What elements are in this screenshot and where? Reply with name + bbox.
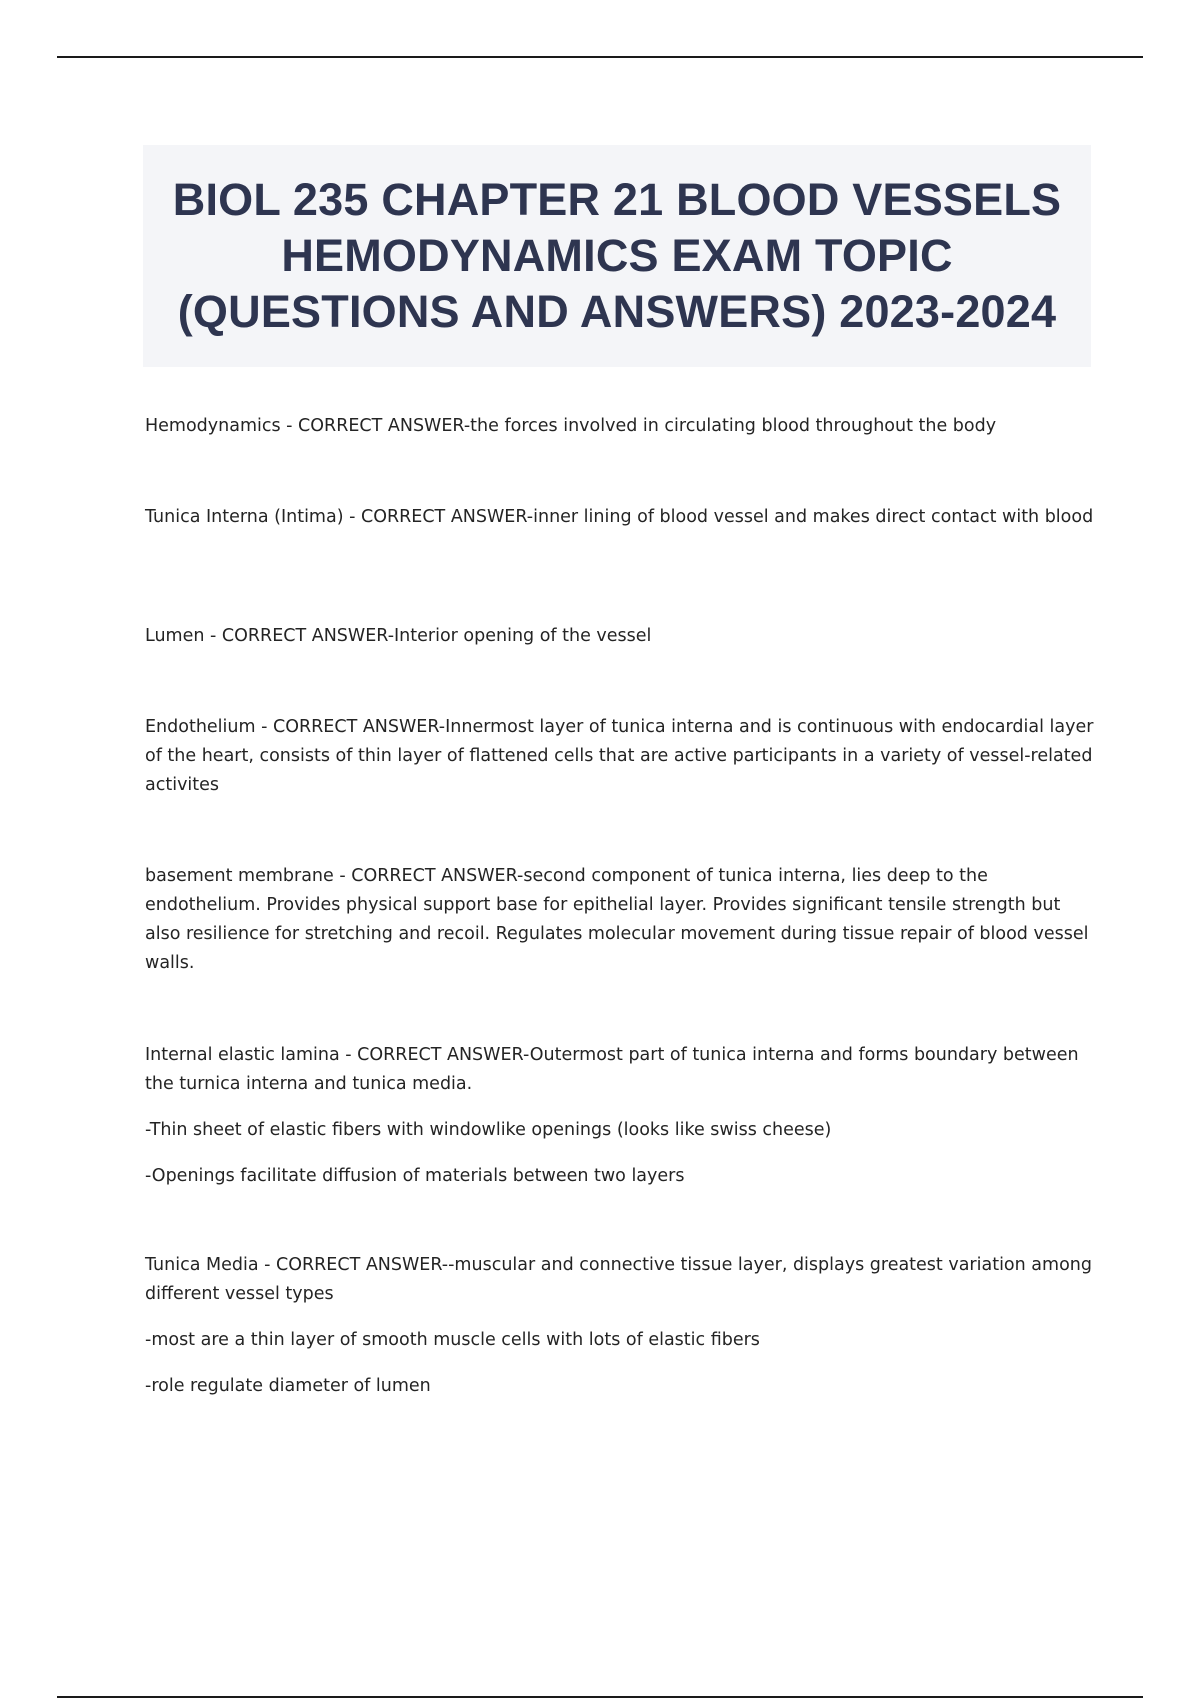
qa-entry-tunica-media <box>145 1251 1095 1401</box>
qa-entry-basement-membrane <box>145 862 1095 978</box>
qa-entry-internal-elastic-lamina <box>145 1041 1095 1191</box>
qa-entry-endothelium <box>145 713 1095 800</box>
qa-entry-lumen <box>145 622 651 651</box>
qa-subpoint: -most are a thin layer of smooth muscle cells with lots of elastic fibers <box>145 1330 760 1350</box>
qa-text: Endothelium - CORRECT ANSWER-Innermost layer of tunica interna and is continuous with endocardial layer of the heart, consists of thin layer of flattened cells that are active participants in a variety of vessel-related activites <box>145 717 1094 795</box>
qa-text: Tunica Media - CORRECT ANSWER--muscular and connective tissue layer, displays greatest variation among different vessel types <box>145 1255 1092 1304</box>
qa-subpoint: -Openings facilitate diffusion of materials between two layers <box>145 1166 685 1186</box>
header-rule <box>57 56 1143 58</box>
qa-subpoint: -Thin sheet of elastic fibers with windowlike openings (looks like swiss cheese) <box>145 1120 832 1140</box>
title-banner <box>143 145 1091 367</box>
qa-text: Tunica Interna (Intima) - CORRECT ANSWER-inner lining of blood vessel and makes direct contact with blood <box>145 507 1094 527</box>
qa-text: Internal elastic lamina - CORRECT ANSWER-Outermost part of tunica interna and forms boundary between the turnica interna and tunica media. <box>145 1045 1079 1094</box>
qa-entry-hemodynamics <box>145 412 996 441</box>
document-title: BIOL 235 CHAPTER 21 BLOOD VESSELS HEMODYNAMICS EXAM TOPIC (QUESTIONS AND ANSWERS) 2023-2024 <box>172 174 1062 337</box>
qa-text: Hemodynamics - CORRECT ANSWER-the forces involved in circulating blood throughout the body <box>145 416 997 436</box>
qa-subpoint: -role regulate diameter of lumen <box>145 1376 431 1396</box>
footer-rule <box>57 1696 1143 1698</box>
qa-entry-tunica-interna <box>145 503 1093 532</box>
qa-text: Lumen - CORRECT ANSWER-Interior opening of the vessel <box>145 626 652 646</box>
qa-text: basement membrane - CORRECT ANSWER-second component of tunica interna, lies deep to the endothelium. Provides physical support base for epithelial layer. Provides significant tensile strength but also resilience for stretching and recoil. Regulates molecular movement during tissue repair of blood vessel walls. <box>145 866 1089 973</box>
